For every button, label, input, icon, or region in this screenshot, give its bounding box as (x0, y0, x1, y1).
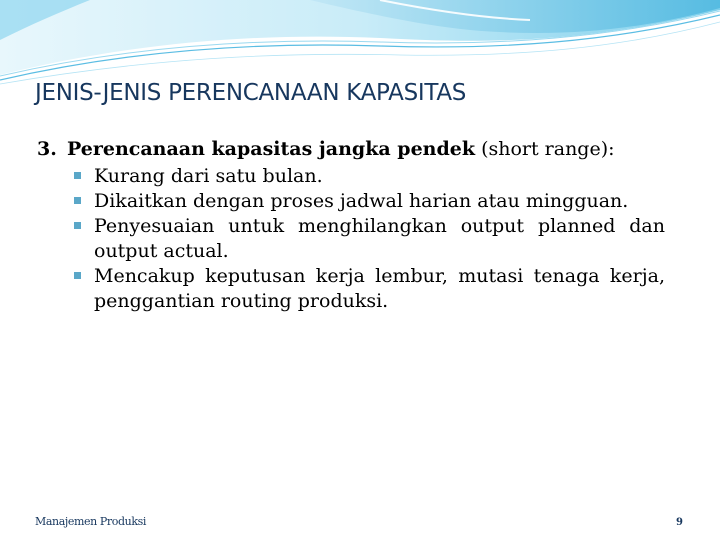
header-wave-decoration (0, 0, 720, 90)
bullet-item (94, 189, 665, 214)
page-number: 9 (676, 517, 683, 528)
bullet-text: Penyesuaian untuk menghilangkan output planned dan output actual. (94, 215, 665, 263)
square-bullet-icon (74, 197, 81, 204)
bullet-text: Kurang dari satu bulan. (94, 165, 323, 188)
point-heading (37, 137, 665, 162)
bullet-text: Mencakup keputusan kerja lembur, mutasi tenaga kerja, penggantian routing produksi. (94, 265, 665, 313)
bullet-text: Dikaitkan dengan proses jadwal harian atau mingguan. (94, 190, 629, 213)
bullet-list (37, 164, 665, 314)
bullet-item (94, 264, 665, 314)
square-bullet-icon (74, 222, 81, 229)
square-bullet-icon (74, 172, 81, 179)
point-detail: (short range): (481, 138, 615, 160)
point-title: Perencanaan kapasitas jangka pendek (67, 138, 476, 160)
bullet-item (94, 214, 665, 264)
square-bullet-icon (74, 272, 81, 279)
slide-content (37, 137, 665, 315)
bullet-item (94, 164, 665, 189)
footer-course-name: Manajemen Produksi (35, 515, 146, 528)
slide-title: JENIS-JENIS PERENCANAAN KAPASITAS (35, 80, 467, 106)
point-number: 3. (37, 138, 57, 160)
